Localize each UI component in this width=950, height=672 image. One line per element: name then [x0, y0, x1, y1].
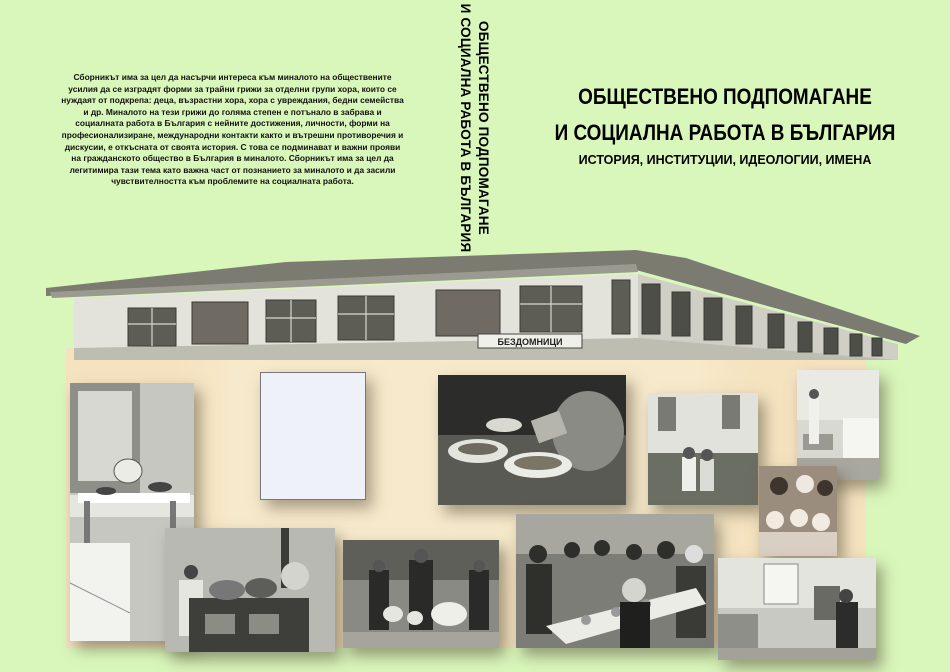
spine-title-line-2: И СОЦИАЛНА РАБОТА В БЪЛГАРИЯ	[458, 3, 473, 253]
building-sign-text: БЕЗДОМНИЦИ	[497, 337, 563, 347]
front-subtitle: ИСТОРИЯ, ИНСТИТУЦИИ, ИДЕОЛОГИИ, ИМЕНА	[578, 153, 872, 167]
photo-kitchen-stove	[165, 528, 335, 652]
photo-girls-outside-house	[648, 393, 758, 505]
photo-group-dinner-table	[516, 514, 714, 648]
photo-bowls-on-table	[438, 375, 626, 505]
photo-nurse-in-ward	[797, 370, 879, 480]
photo-nurses-group	[759, 466, 837, 556]
building-photo	[46, 248, 920, 360]
front-title-line-2: И СОЦИАЛНА РАБОТА В БЪЛГАРИЯ	[554, 120, 896, 145]
front-title-line-1: ОБЩЕСТВЕНО ПОДПОМАГАНЕ	[578, 84, 872, 109]
book-spine	[452, 3, 496, 253]
photo-men-with-sheep	[343, 540, 499, 648]
blank-image-frame	[260, 372, 366, 500]
back-cover-blurb: Сборникът има за цел да насърчи интереса към миналото на обществените усилия да се изградят форми за трайни грижи за отделни групи хора, които се нуждаят от подкрепа: деца, възрастни хора, хора с увреждания, бедни семейства и др. Миналото на тези грижи до голяма степен е потънало в забрава и социалната работа в България с нейните достижения, личности, форми на професионализиране, международни контакти както и вътрешни противоречия и дискусии, е откъсната от своята история. С това се подминават и важни прояви на гражданското общество в България в миналото. Сборникът има за цел да легитимира тази тема като важна част от познанието за миналото и да засили чувствителността към проблемите на социалната работа.	[61, 72, 404, 187]
spine-title-line-1: ОБЩЕСТВЕНО ПОДПОМАГАНЕ	[476, 21, 492, 235]
photo-ward-room-man	[718, 558, 876, 660]
